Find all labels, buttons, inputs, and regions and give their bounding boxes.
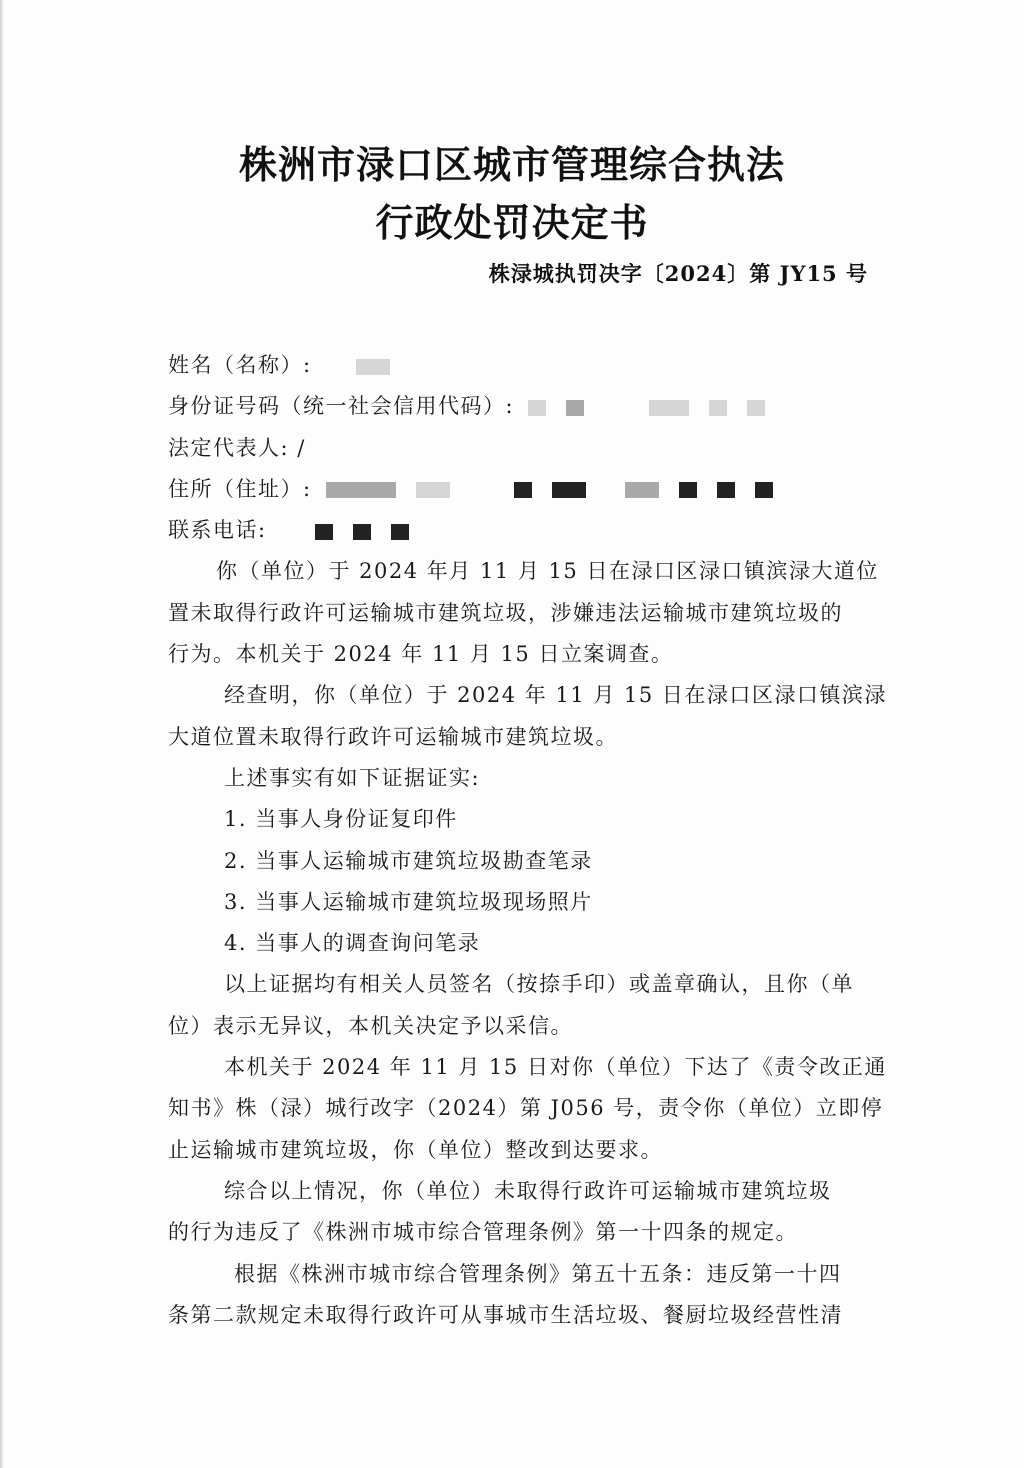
paragraph-line: 根据《株洲市城市综合管理条例》第五十五条：违反第一十四 <box>234 1261 842 1286</box>
title-line-1: 株洲市渌口区城市管理综合执法 <box>238 143 785 187</box>
evidence-item: 1. 当事人身份证复印件 <box>224 807 458 832</box>
paragraph-line: 位）表示无异议，本机关决定予以采信。 <box>168 1013 573 1038</box>
redacted-id-1 <box>528 400 546 416</box>
paragraph-line: 行为。本机关于 2024 年 11 月 15 日立案调查。 <box>168 642 674 667</box>
redacted-id-5 <box>747 400 765 416</box>
redacted-phone-3 <box>391 524 409 540</box>
paragraph-line: 本机关于 2024 年 11 月 15 日对你（单位）下达了《责令改正通 <box>224 1055 887 1080</box>
evidence-item: 4. 当事人的调查询问笔录 <box>224 931 481 956</box>
redacted-id-3 <box>649 400 689 416</box>
legal-rep-label: 法定代表人: <box>168 435 290 460</box>
phone-field <box>168 510 876 551</box>
redacted-id-4 <box>709 400 727 416</box>
evidence-item: 3. 当事人运输城市建筑垃圾现场照片 <box>224 889 593 914</box>
paragraph-line: 综合以上情况，你（单位）未取得行政许可运输城市建筑垃圾 <box>224 1178 832 1203</box>
paragraph-line: 的行为违反了《株洲市城市综合管理条例》第一十四条的规定。 <box>168 1220 798 1245</box>
paragraph-line: 置未取得行政许可运输城市建筑垃圾，涉嫌违法运输城市建筑垃圾的 <box>168 600 843 625</box>
paragraph-line: 止运输城市建筑垃圾，你（单位）整改到达要求。 <box>168 1137 663 1162</box>
redacted-address-2 <box>416 482 450 498</box>
redacted-address-1 <box>326 482 396 498</box>
redacted-id-2 <box>566 400 584 416</box>
document-body <box>168 345 887 1336</box>
redacted-address-4 <box>552 482 586 498</box>
legal-rep-field <box>168 428 876 469</box>
legal-rep-value: / <box>297 435 306 460</box>
paragraph-line: 你（单位）于 2024 年月 11 月 15 日在渌口区渌口镇滨渌大道位 <box>216 559 879 584</box>
paragraph-line: 以上证据均有相关人员签名（按捺手印）或盖章确认，且你（单 <box>224 972 854 997</box>
redacted-address-6 <box>679 482 697 498</box>
id-field <box>168 386 876 427</box>
redacted-address-5 <box>625 482 659 498</box>
redacted-phone-2 <box>353 524 371 540</box>
paragraph-line: 上述事实有如下证据证实: <box>224 765 481 790</box>
name-label: 姓名（名称）: <box>168 353 312 377</box>
address-label: 住所（住址）: <box>168 476 312 501</box>
paragraph-line: 经查明，你（单位）于 2024 年 11 月 15 日在渌口区渌口镇滨渌 <box>224 683 887 708</box>
redacted-address-3 <box>514 482 532 498</box>
title-line-2: 行政处罚决定书 <box>375 201 649 245</box>
id-label: 身份证号码（统一社会信用代码）: <box>168 394 515 419</box>
paragraph-line: 知书》株（渌）城行改字（2024）第 J056 号，责令你（单位）立即停 <box>168 1096 884 1121</box>
redacted-phone-1 <box>315 524 333 540</box>
redacted-name <box>356 359 390 375</box>
redacted-address-8 <box>755 482 773 498</box>
name-field <box>168 345 876 386</box>
paragraph-line: 大道位置未取得行政许可运输城市建筑垃圾。 <box>168 724 618 749</box>
phone-label: 联系电话: <box>168 518 267 543</box>
address-field <box>168 469 876 510</box>
paragraph-line: 条第二款规定未取得行政许可从事城市生活垃圾、餐厨垃圾经营性清 <box>168 1302 843 1327</box>
document-number: 株渌城执罚决字〔2024〕第 JY15 号 <box>488 261 868 286</box>
evidence-item: 2. 当事人运输城市建筑垃圾勘查笔录 <box>224 848 593 873</box>
redacted-address-7 <box>717 482 735 498</box>
